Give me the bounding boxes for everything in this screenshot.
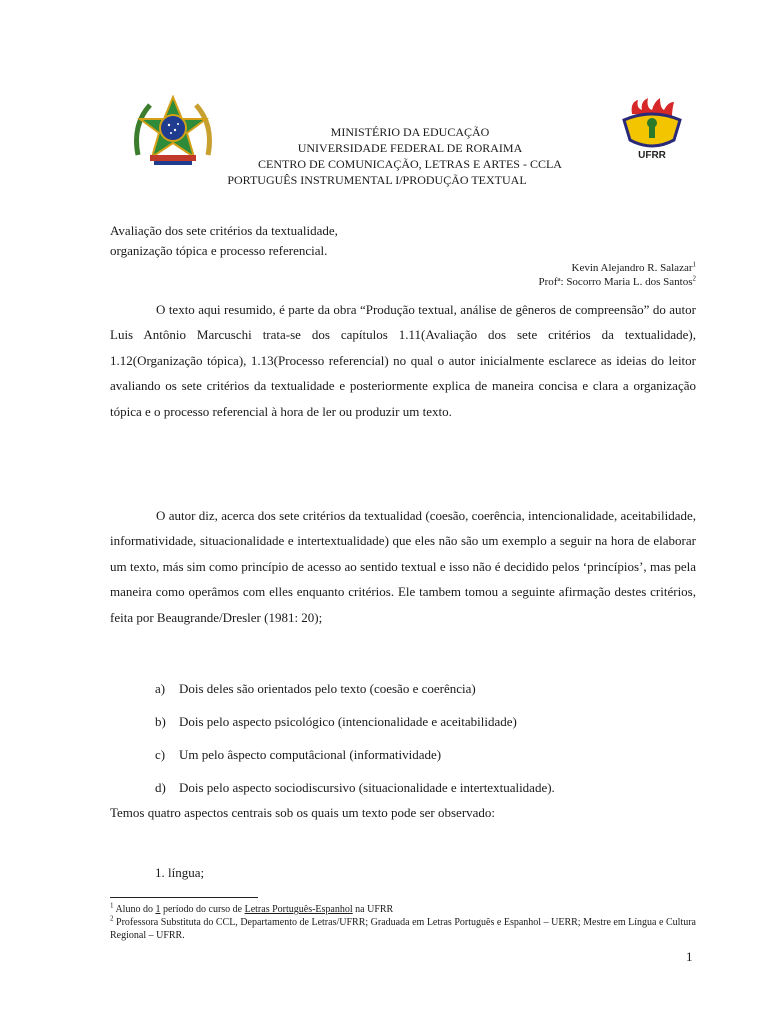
paragraph-criteria-text: O autor diz, acerca dos sete critérios da textualidad (coesão, coerência, intencionalidade, aceitabilidade, informatividade, situacionalidade e intertextualidade) que eles não são um exemplo a seguir na hora de elaborar um texto, más sim como princípio de acesso ao sentido textual e isso não é decidido pelos ‘princípios’, mas pela maneira como operâmos com elles enquanto critérios. Ele tambem tomou a seguinte afirmação destes critérios, feita por Beaugrande/Dresler (1981: 20); <box>110 508 696 625</box>
list-item <box>155 672 555 705</box>
authors-block <box>539 261 696 289</box>
author-student-ref: 1 <box>692 260 696 269</box>
footnote-1-text-a: Aluno do <box>113 904 156 915</box>
list-text: Dois deles são orientados pelo texto (coesão e coerência) <box>179 681 476 696</box>
author-professor-name: Profª: Socorro Maria L. dos Santos <box>538 276 693 288</box>
list-marker: a) <box>155 681 166 696</box>
list-marker: b) <box>155 714 166 729</box>
footnote-1-period: 1 <box>155 904 161 915</box>
list-text: Dois pelo aspecto psicológico (intencionalidade e aceitabilidade) <box>179 714 517 729</box>
author-professor-ref: 2 <box>692 274 696 283</box>
ufrr-logo-label: UFRR <box>638 150 666 161</box>
list-text: Um pelo âspecto computâcional (informatividade) <box>179 747 442 762</box>
header-center: CENTRO DE COMUNICAÇÃO, LETRAS E ARTES - CCLA <box>258 157 562 171</box>
footnote-separator <box>110 897 258 898</box>
header-university: UNIVERSIDADE FEDERAL DE RORAIMA <box>297 141 523 155</box>
title-line-2: organização tópica e processo referencial. <box>110 243 328 258</box>
footnote-1 <box>110 903 696 916</box>
paragraph-criteria <box>110 503 696 630</box>
author-student-name: Kevin Alejandro R. Salazar <box>571 262 693 274</box>
list-marker: d) <box>155 780 166 795</box>
footnote-1-text-c: período do curso de <box>160 904 245 915</box>
footnote-2-number: 2 <box>110 914 114 923</box>
list-text: Dois pelo aspecto sociodiscursivo (situacionalidade e intertextualidade). <box>179 780 555 795</box>
paragraph-intro <box>110 297 696 424</box>
title-line-1: Avaliação dos sete critérios da textualidade, <box>110 223 338 238</box>
footnote-2-text: Professora Substituta do CCL, Departamento de Letras/UFRR; Graduada em Letras Português e Espanhol – UERR; Mestre em Língua e Cultura Regional – UFRR. <box>110 917 696 941</box>
header-course: PORTUGUÊS INSTRUMENTAL I/PRODUÇÃO TEXTUAL <box>227 173 527 187</box>
paragraph-intro-text: O texto aqui resumido, é parte da obra “Produção textual, análise de gêneros de compreensão” do autor Luis Antônio Marcuschi trata-se dos capítulos 1.11(Avaliação dos sete critérios da textualidade), 1.12(Organização tópica), 1.13(Processo referencial) no qual o autor inicialmente esclarece as ideias do leitor avaliando os sete critérios da textualidade e posteriormente explica de maneira concisa e clara a organização tópica e o processo referencial à hora de ler ou produzir um texto. <box>110 302 696 419</box>
list-item <box>155 705 555 738</box>
criteria-list <box>155 672 555 804</box>
institution-header <box>200 124 620 188</box>
list-marker: c) <box>155 747 166 762</box>
footnotes <box>110 903 696 942</box>
list-item <box>155 738 555 771</box>
page-number: 1 <box>686 949 693 964</box>
footnote-1-number: 1 <box>110 901 114 910</box>
document-title <box>110 221 338 261</box>
header-ministry: MINISTÉRIO DA EDUCAÇÃO <box>330 125 490 139</box>
footnote-2 <box>110 916 696 942</box>
author-professor <box>539 275 696 289</box>
footnote-1-course: Letras Português-Espanhol <box>244 904 353 915</box>
author-student <box>539 261 696 275</box>
footnote-1-text-e: na UFRR <box>352 904 394 915</box>
aspect-item: 1. língua; <box>155 865 205 880</box>
list-item <box>155 771 555 804</box>
paragraph-aspects: Temos quatro aspectos centrais sob os quais um texto pode ser observado: <box>110 805 496 820</box>
